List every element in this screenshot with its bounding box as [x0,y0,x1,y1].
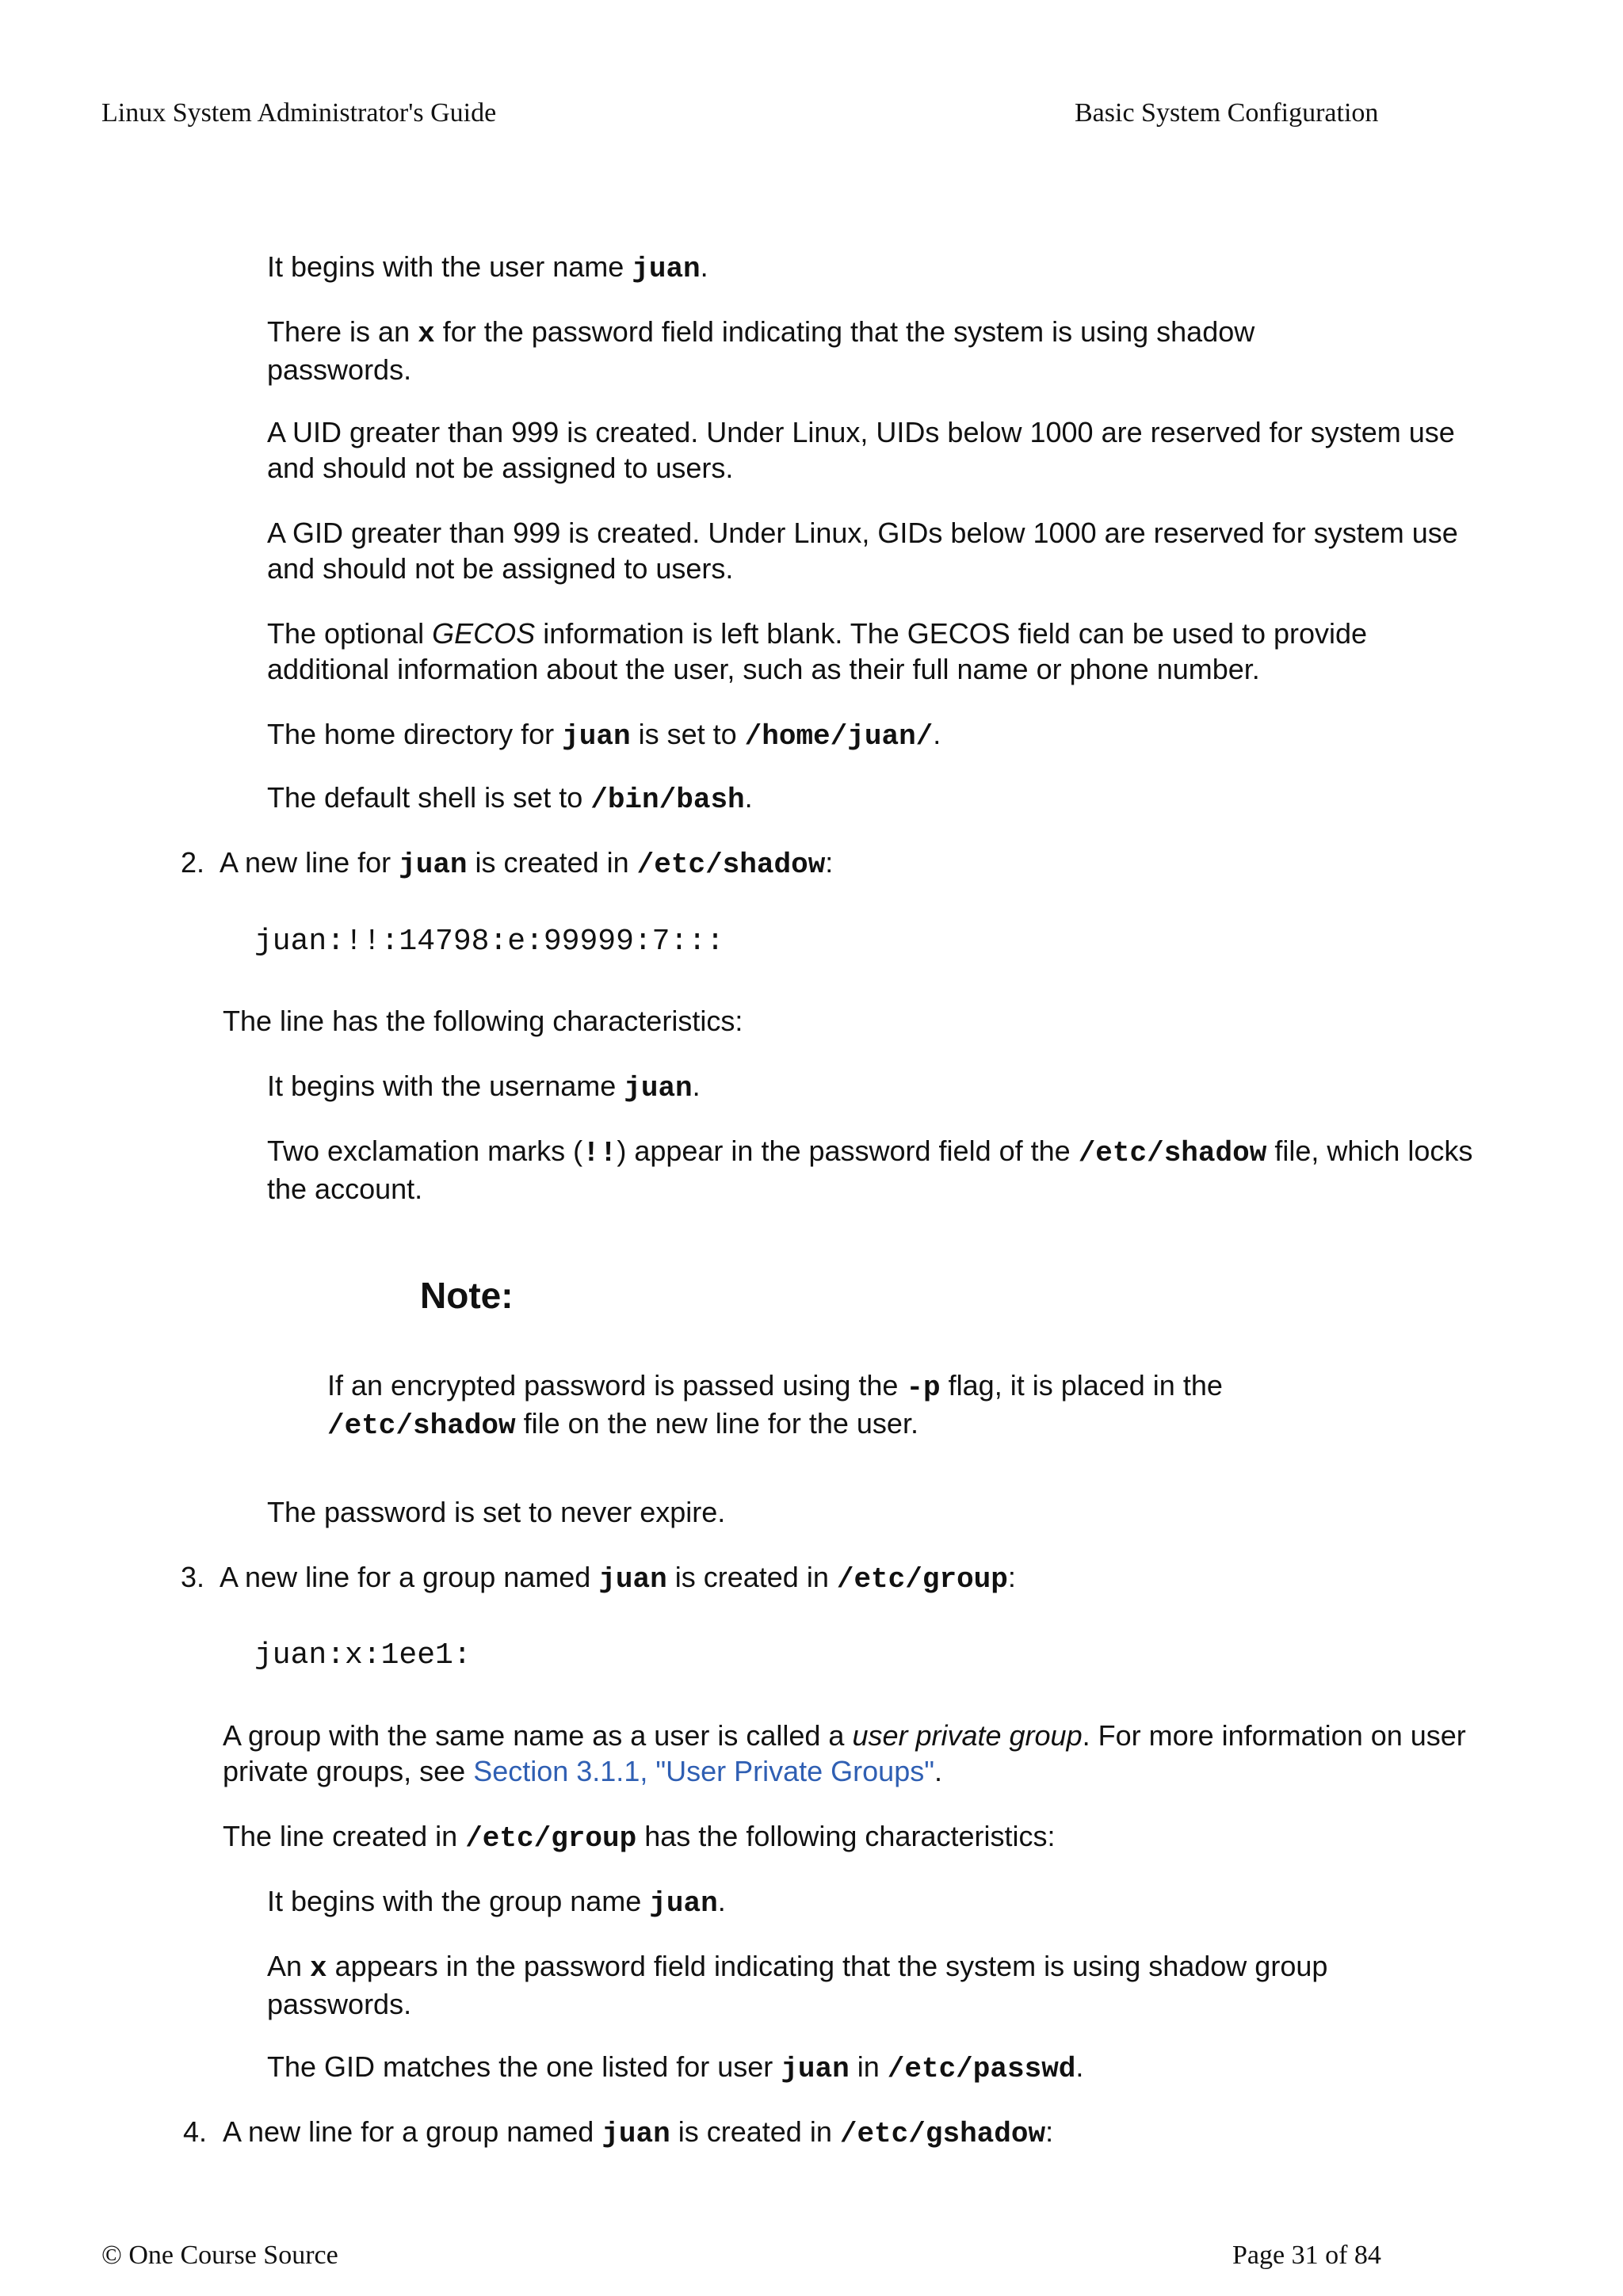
group-point-gid: The GID matches the one listed for user juan in /etc/passwd. [267,2050,1084,2085]
passwd-point-password: There is an x for the password field indicating that the system is using shadow passwords. [267,315,1255,386]
code-x: x [418,318,435,350]
note-title: Note: [420,1275,514,1316]
footer-page-number: Page 31 of 84 [1232,2241,1381,2270]
note-body: If an encrypted password is passed using the -p flag, it is placed in the /etc/shadow file on the new line for the user. [327,1369,1223,1442]
header-section: Basic System Configuration [1075,98,1379,128]
list-number-3: 3. [181,1561,205,1593]
group-point-password: An x appears in the password field indicating that the system is using shadow group passwords. [267,1950,1328,2020]
item4-heading: A new line for a group named juan is created in /etc/gshadow: [223,2115,1054,2150]
item2-intro: The line has the following characteristics: [223,1005,743,1037]
passwd-point-gid: A GID greater than 999 is created. Under Linux, GIDs below 1000 are reserved for system use and should not be assigned to users. [267,517,1458,585]
footer-copyright: © One Course Source [101,2241,338,2270]
header-title: Linux System Administrator's Guide [101,98,497,128]
item3-paragraph: A group with the same name as a user is called a user private group. For more information on user private groups, see Section 3.1.1, "User Private Groups". [223,1719,1466,1787]
shadow-point-expire: The password is set to never expire. [267,1496,726,1528]
shadow-point-username: It begins with the username juan. [267,1070,701,1104]
item3-heading: A new line for a group named juan is created in /etc/group: [220,1561,1016,1596]
user-private-groups-link[interactable]: Section 3.1.1, "User Private Groups" [473,1755,935,1787]
passwd-point-home: The home directory for juan is set to /home/juan/. [267,718,941,753]
code-juan: juan [632,253,701,285]
item3-intro: The line created in /etc/group has the following characteristics: [223,1820,1056,1855]
group-point-name: It begins with the group name juan. [267,1885,726,1920]
passwd-point-uid: A UID greater than 999 is created. Under Linux, UIDs below 1000 are reserved for system use and should not be assigned to users. [267,416,1455,484]
item2-heading: A new line for juan is created in /etc/shadow: [220,846,834,881]
list-number-4: 4. [183,2115,208,2148]
shadow-code-line: juan:!!:14798:e:99999:7::: [254,925,724,959]
passwd-point-username: It begins with the user name juan. [267,250,708,285]
shadow-point-locked: Two exclamation marks (!!) appear in the password field of the /etc/shadow file, which locks the account. [267,1135,1473,1205]
passwd-point-gecos: The optional GECOS information is left blank. The GECOS field can be used to provide additional information about the user, such as their full name or phone number. [267,617,1368,685]
group-code-line: juan:x:1ee1: [254,1638,472,1672]
passwd-point-shell: The default shell is set to /bin/bash. [267,781,753,816]
list-number-2: 2. [181,846,205,879]
